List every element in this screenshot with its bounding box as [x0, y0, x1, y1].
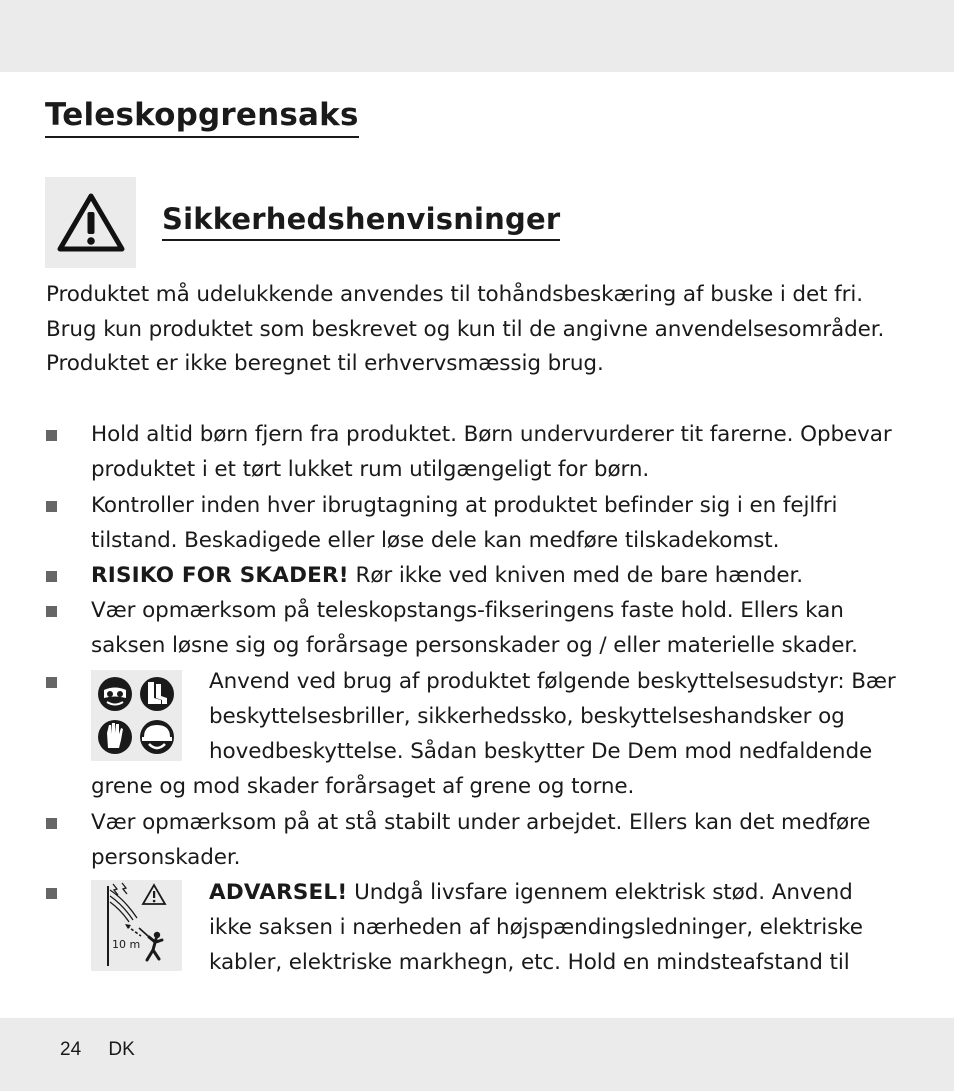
page-number: 24	[60, 1039, 82, 1060]
language-code: DK	[108, 1039, 135, 1060]
risk-label: RISIKO FOR SKADER!	[91, 563, 349, 588]
section-title: Sikkerhedshenvisninger	[162, 201, 560, 241]
item-text: personskader.	[91, 845, 241, 870]
square-bullet-icon	[46, 677, 57, 688]
item-text: tilstand. Beskadigede eller løse dele kan medføre tilskadekomst.	[91, 528, 780, 553]
item-text: Vær opmærksom på at stå stabilt under arbejdet. Ellers kan det medføre	[91, 810, 871, 835]
electric-distance-warning-icon	[91, 880, 182, 971]
item-text: saksen løsne sig og forårsage personskader og / eller materielle skader.	[91, 633, 858, 658]
helmet-icon	[140, 720, 174, 754]
square-bullet-icon	[46, 888, 57, 899]
intro-line: Brug kun produktet som beskrevet og kun til de angivne anvendelsesområder.	[46, 316, 885, 342]
top-band	[0, 0, 954, 72]
distance-label: 10 m	[112, 938, 141, 951]
intro-line: Produktet er ikke beregnet til erhvervsmæssig brug.	[46, 351, 604, 376]
item-text: kabler, elektriske markhegn, etc. Hold en mindsteafstand til	[209, 950, 850, 975]
item-text: Rør ikke ved kniven med de bare hænder.	[348, 563, 804, 588]
item-text: Hold altid børn fjern fra produktet. Børn undervurderer tit farerne. Opbevar	[91, 422, 892, 447]
item-text: Undgå livsfare igennem elektrisk stød. Anvend	[347, 880, 853, 905]
item-text: produktet i et tørt lukket rum utilgængeligt for børn.	[91, 457, 650, 482]
item-text: beskyttelsesbriller, sikkerhedssko, beskyttelseshandsker og	[209, 704, 845, 729]
page-footer	[60, 1038, 157, 1062]
item-text	[91, 558, 803, 593]
warning-label: ADVARSEL!	[209, 880, 348, 905]
item-text: Kontroller inden hver ibrugtagning at produktet befinder sig i en fejlfri	[91, 493, 838, 518]
item-text	[209, 875, 853, 910]
protective-equipment-icon	[91, 670, 182, 761]
square-bullet-icon	[46, 571, 57, 582]
warning-triangle-icon	[45, 177, 136, 268]
item-text: Anvend ved brug af produktet følgende beskyttelsesudstyr: Bær	[209, 669, 896, 694]
safety-gloves-icon	[98, 720, 132, 754]
item-text: Vær opmærksom på teleskopstangs-fikseringens faste hold. Ellers kan	[91, 598, 844, 623]
item-text: ikke saksen i nærheden af højspændingsledninger, elektriske	[209, 915, 863, 940]
item-text: grene og mod skader forårsaget af grene og torne.	[91, 774, 635, 799]
safety-boots-icon	[140, 677, 174, 711]
page-title: Teleskopgrensaks	[45, 96, 359, 138]
item-text: hovedbeskyttelse. Sådan beskytter De Dem mod nedfaldende	[209, 739, 873, 764]
square-bullet-icon	[46, 501, 57, 512]
intro-paragraph	[46, 278, 926, 382]
goggles-icon	[98, 677, 132, 711]
intro-line: Produktet må udelukkende anvendes til tohåndsbeskæring af buske i det fri.	[46, 282, 863, 307]
square-bullet-icon	[46, 606, 57, 617]
square-bullet-icon	[46, 818, 57, 829]
square-bullet-icon	[46, 430, 57, 441]
